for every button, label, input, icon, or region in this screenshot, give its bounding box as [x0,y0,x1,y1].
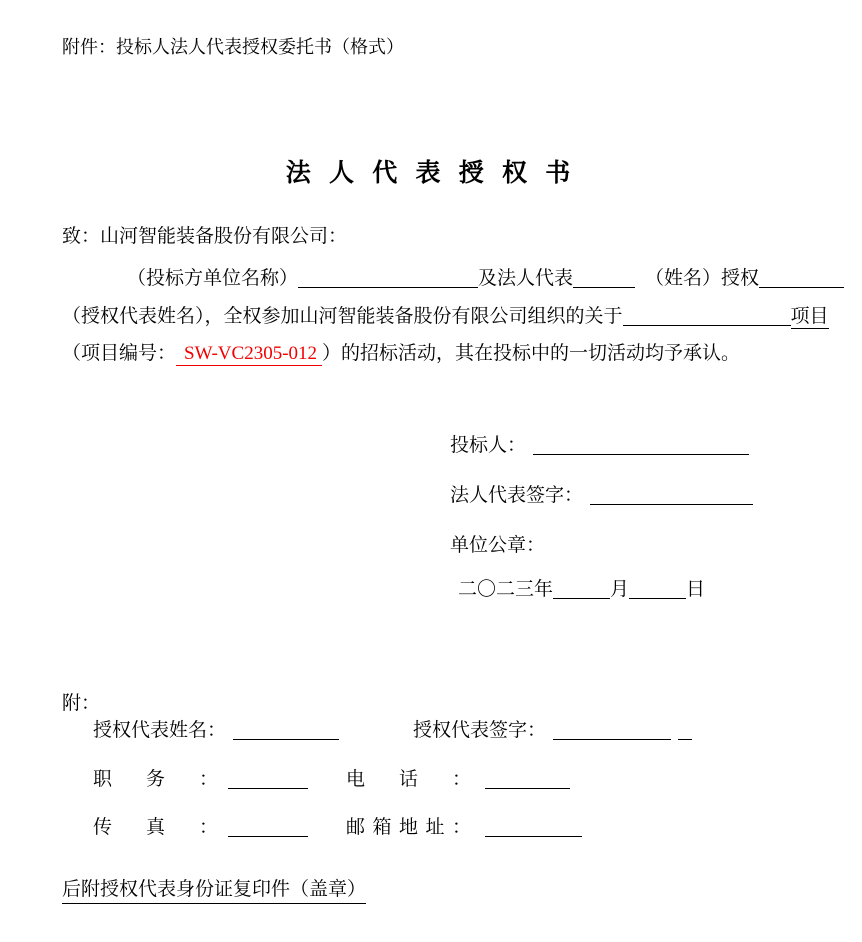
authorized-name-blank [759,267,844,288]
phone-row [346,764,570,791]
day-text: 日 [686,579,706,600]
email-row [346,812,582,839]
bidder-label: 投标人： [450,435,527,456]
rep-signature-blank-2 [678,719,692,740]
year-text: 二〇二三年 [458,579,554,600]
rep-name-blank [233,719,339,740]
name-authorize-text: （姓名）授权 [645,268,760,289]
phone-blank [485,768,570,789]
rep-name-row [93,715,339,742]
duty-label: 职务： [93,769,218,790]
paragraph-line-2 [62,301,829,328]
bidder-unit-label: （投标方单位名称） [127,268,299,289]
rep-signature-blank [553,719,671,740]
bidder-unit-name-blank [298,267,478,288]
line3-suffix: ）的招标活动，其在投标中的一切活动均予承认。 [322,343,741,364]
legal-rep-signature-row [450,480,753,507]
duty-blank [228,768,308,789]
line2-text: （授权代表姓名），全权参加山河智能装备股份有限公司组织的关于 [62,306,623,327]
bidder-signature-row [450,430,749,457]
legal-rep-signature-blank [590,484,753,505]
month-text: 月 [610,579,630,600]
rep-sign-label: 授权代表签字： [413,720,547,741]
document-title: 法 人 代 表 授 权 书 [285,160,577,187]
email-blank [485,816,582,837]
fax-label: 传真： [93,817,218,838]
project-no-prefix: （项目编号： [62,343,177,364]
month-blank [629,578,686,599]
legal-rep-name-blank [573,267,635,288]
fax-row [93,812,308,839]
fax-blank [228,816,308,837]
project-code: SW-VC2305-012 [176,343,322,366]
footer-note: 后附授权代表身份证复印件（盖章） [62,874,366,904]
year-blank [553,578,610,599]
and-legal-rep-text: 及法人代表 [478,268,574,289]
legal-rep-sign-label: 法人代表签字： [450,485,584,506]
date-row [458,574,705,601]
unit-seal-row [450,530,545,557]
rep-name-label: 授权代表姓名： [93,720,227,741]
phone-label: 电话： [346,769,471,790]
email-label: 邮箱地址： [346,817,471,838]
bidder-signature-blank [533,434,749,455]
attachment-note: 附件：投标人法人代表授权委托书（格式） [62,37,404,57]
unit-seal-label: 单位公章： [450,535,546,556]
project-word: 项目 [790,306,829,327]
paragraph-line-3 [62,338,740,365]
paragraph-line-1 [127,263,844,290]
appendix-heading: 附： [62,693,101,714]
project-name-blank [623,305,791,326]
rep-signature-row [413,715,692,742]
salutation-line: 致：山河智能装备股份有限公司： [62,226,348,247]
duty-row [93,764,308,791]
